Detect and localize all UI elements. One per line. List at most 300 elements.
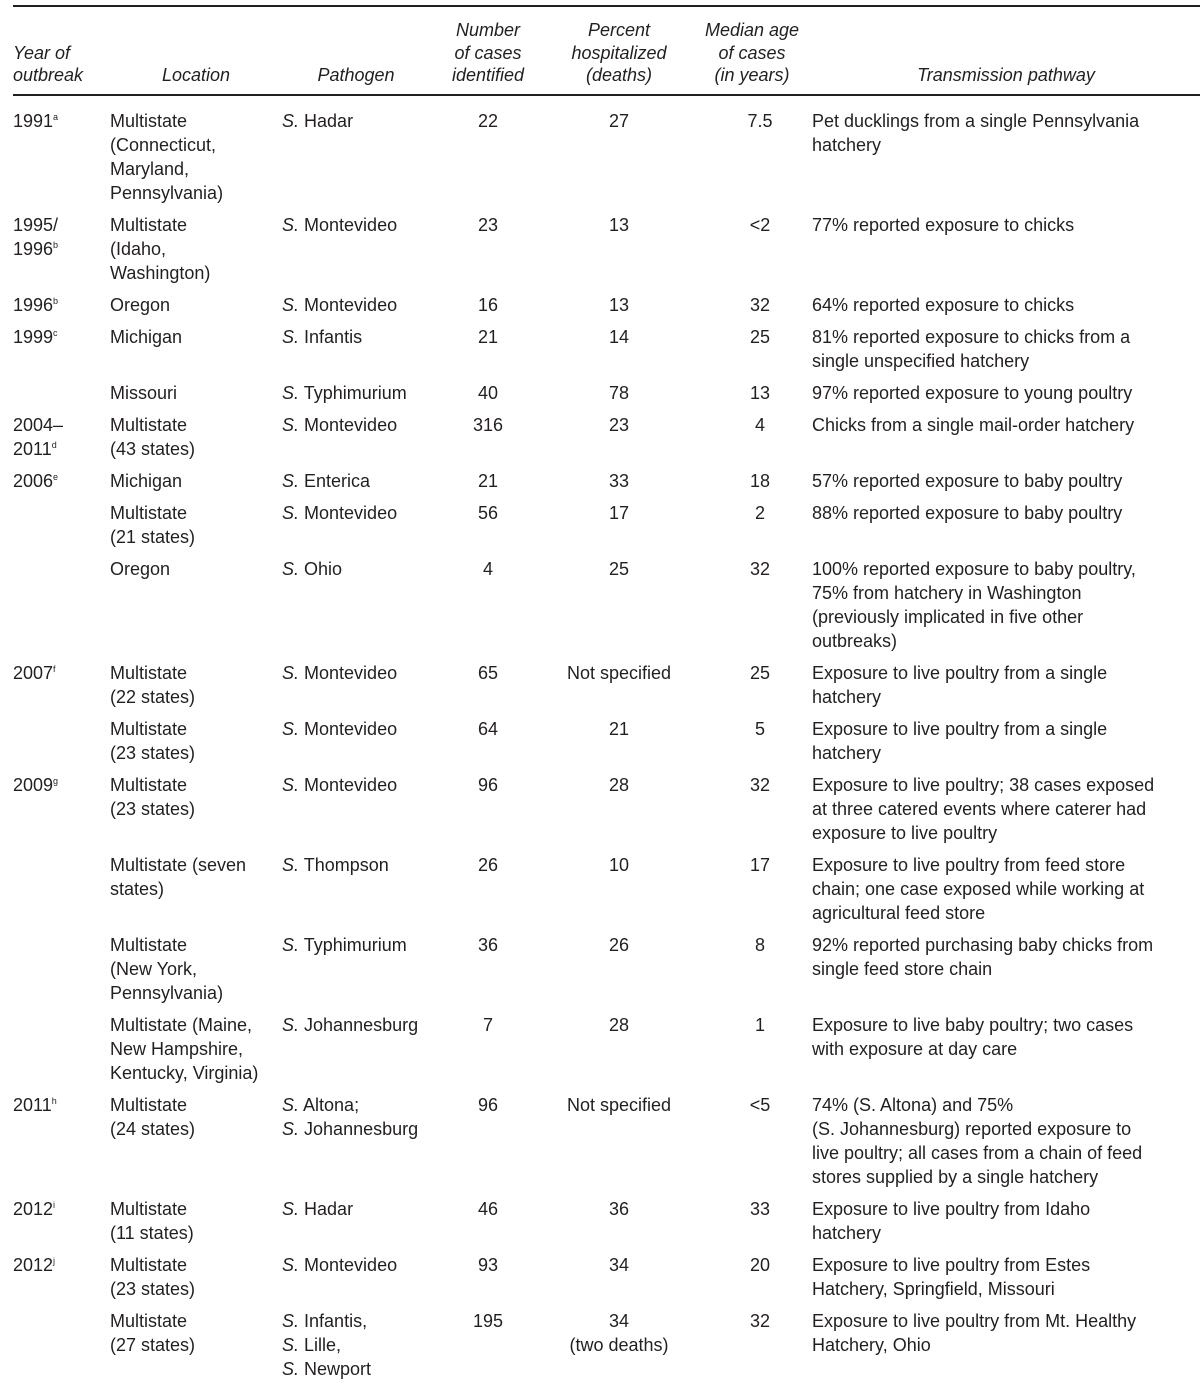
pathogen-name: Hadar bbox=[304, 110, 354, 131]
cell-hospitalized bbox=[546, 660, 692, 716]
table-row bbox=[13, 468, 1200, 500]
footnote-marker: c bbox=[53, 327, 58, 338]
cell-location bbox=[110, 1308, 282, 1388]
pathogen-name: Johannesburg bbox=[304, 1118, 419, 1139]
header-line: of cases bbox=[454, 42, 522, 63]
median-age-value: 20 bbox=[749, 1254, 771, 1275]
transmission-line: exposure to live poultry bbox=[812, 822, 998, 843]
cell-median-age bbox=[692, 1196, 812, 1252]
year-line bbox=[13, 293, 110, 317]
cell-cases: 21 bbox=[477, 326, 499, 347]
cell-hospitalized bbox=[546, 468, 692, 500]
location-line: Multistate bbox=[110, 1310, 188, 1331]
pathogen-name: Infantis, bbox=[304, 1310, 368, 1331]
header-location bbox=[110, 6, 282, 95]
hospitalized-line: 78 bbox=[608, 382, 630, 403]
transmission-line: 81% reported exposure to chicks from a bbox=[812, 326, 1131, 347]
hospitalized-line: 21 bbox=[608, 718, 630, 739]
cell-cases: 96 bbox=[477, 774, 499, 795]
pathogen-line bbox=[282, 293, 430, 317]
location-line: Multistate bbox=[110, 1198, 188, 1219]
transmission-line: (previously implicated in five other bbox=[812, 606, 1084, 627]
pathogen-line bbox=[282, 109, 430, 133]
pathogen-name: Montevideo bbox=[304, 718, 398, 739]
location-line: New Hampshire, bbox=[110, 1038, 244, 1059]
cell-median-age bbox=[692, 500, 812, 556]
transmission-line: Exposure to live poultry from feed store bbox=[812, 854, 1126, 875]
cell-pathogen bbox=[282, 716, 430, 772]
cell-year bbox=[13, 1252, 110, 1308]
cell-median-age bbox=[692, 852, 812, 932]
cell-location bbox=[110, 468, 282, 500]
cell-transmission bbox=[812, 932, 1200, 1012]
pathogen-name: Infantis bbox=[304, 326, 363, 347]
cell-pathogen bbox=[282, 292, 430, 324]
cell-location bbox=[110, 324, 282, 380]
cell-cases: 96 bbox=[477, 1094, 499, 1115]
median-age-value: <2 bbox=[749, 214, 771, 235]
location-line: (23 states) bbox=[110, 742, 196, 763]
year-line bbox=[13, 437, 110, 461]
transmission-line: Exposure to live poultry from Estes bbox=[812, 1254, 1091, 1275]
cell-year bbox=[13, 660, 110, 716]
year-line bbox=[13, 1253, 110, 1277]
cell-pathogen bbox=[282, 468, 430, 500]
cell-median-age bbox=[692, 660, 812, 716]
year-line bbox=[13, 325, 110, 349]
cell-pathogen bbox=[282, 95, 430, 212]
cell-hospitalized bbox=[546, 292, 692, 324]
location-line: Michigan bbox=[110, 326, 183, 347]
location-line: Kentucky, Virginia) bbox=[110, 1062, 259, 1083]
header-line: of cases bbox=[718, 42, 786, 63]
pathogen-line bbox=[282, 1333, 430, 1357]
cell-cases: 16 bbox=[477, 294, 499, 315]
pathogen-name: Montevideo bbox=[304, 774, 398, 795]
pathogen-genus: S. bbox=[282, 326, 300, 347]
location-line: (43 states) bbox=[110, 438, 196, 459]
cell-transmission bbox=[812, 412, 1200, 468]
cell-location bbox=[110, 212, 282, 292]
cell-year bbox=[13, 324, 110, 380]
cell-hospitalized bbox=[546, 95, 692, 212]
cell-location bbox=[110, 1196, 282, 1252]
pathogen-name: Montevideo bbox=[304, 414, 398, 435]
footnote-marker: d bbox=[51, 439, 57, 450]
location-line: (23 states) bbox=[110, 798, 196, 819]
cell-pathogen bbox=[282, 500, 430, 556]
hospitalized-line: 36 bbox=[608, 1198, 630, 1219]
hospitalized-line: (two deaths) bbox=[569, 1334, 669, 1355]
cell-transmission bbox=[812, 852, 1200, 932]
cell-year bbox=[13, 412, 110, 468]
pathogen-line bbox=[282, 557, 430, 581]
pathogen-genus: S. bbox=[282, 382, 300, 403]
cell-median-age bbox=[692, 932, 812, 1012]
pathogen-line bbox=[282, 1197, 430, 1221]
pathogen-line bbox=[282, 1309, 430, 1333]
location-line: (27 states) bbox=[110, 1334, 196, 1355]
location-line: (New York, bbox=[110, 958, 198, 979]
cell-hospitalized bbox=[546, 852, 692, 932]
cell-cases: 4 bbox=[482, 558, 493, 579]
header-cases bbox=[430, 6, 546, 95]
transmission-line: 77% reported exposure to chicks bbox=[812, 214, 1075, 235]
transmission-line: single feed store chain bbox=[812, 958, 993, 979]
cell-pathogen bbox=[282, 852, 430, 932]
cell-transmission bbox=[812, 95, 1200, 212]
year-line bbox=[13, 213, 110, 237]
location-line: Multistate (seven bbox=[110, 854, 247, 875]
cell-cases: 40 bbox=[477, 382, 499, 403]
cell-cases: 23 bbox=[477, 214, 499, 235]
pathogen-genus: S. bbox=[282, 1358, 300, 1379]
header-line: outbreak bbox=[13, 65, 84, 85]
cell-hospitalized bbox=[546, 500, 692, 556]
header-line: identified bbox=[451, 65, 525, 85]
table-row bbox=[13, 660, 1200, 716]
cell-year bbox=[13, 95, 110, 212]
transmission-line: 92% reported purchasing baby chicks from bbox=[812, 934, 1154, 955]
cell-pathogen bbox=[282, 1012, 430, 1092]
cell-median-age bbox=[692, 292, 812, 324]
hospitalized-line: Not specified bbox=[566, 1094, 672, 1115]
cell-pathogen bbox=[282, 412, 430, 468]
year-text: 2011 bbox=[13, 438, 52, 459]
transmission-line: hatchery bbox=[812, 686, 882, 707]
location-line: (21 states) bbox=[110, 526, 196, 547]
year-text: 1991 bbox=[13, 110, 54, 131]
transmission-line: Chicks from a single mail-order hatchery bbox=[812, 414, 1135, 435]
year-text: 2007 bbox=[13, 662, 54, 683]
year-text: 2012 bbox=[13, 1254, 54, 1275]
location-line: Oregon bbox=[110, 558, 171, 579]
footnote-marker: g bbox=[53, 775, 59, 786]
location-line: Multistate bbox=[110, 934, 188, 955]
hospitalized-line: 25 bbox=[608, 558, 630, 579]
footnote-marker: f bbox=[53, 663, 56, 674]
table-row bbox=[13, 1092, 1200, 1196]
cell-year bbox=[13, 212, 110, 292]
cell-hospitalized bbox=[546, 932, 692, 1012]
median-age-value: 18 bbox=[749, 470, 771, 491]
year-text: 2009 bbox=[13, 774, 54, 795]
cell-transmission bbox=[812, 1092, 1200, 1196]
pathogen-line bbox=[282, 413, 430, 437]
cell-location bbox=[110, 932, 282, 1012]
year-line bbox=[13, 1093, 110, 1117]
median-age-value: 1 bbox=[754, 1014, 765, 1035]
pathogen-line bbox=[282, 325, 430, 349]
cell-location bbox=[110, 716, 282, 772]
cell-location bbox=[110, 660, 282, 716]
hospitalized-line: 13 bbox=[608, 214, 630, 235]
year-text: 1995/ bbox=[13, 214, 59, 235]
pathogen-line bbox=[282, 501, 430, 525]
transmission-line: stores supplied by a single hatchery bbox=[812, 1166, 1099, 1187]
cell-transmission bbox=[812, 380, 1200, 412]
cell-cases: 22 bbox=[477, 110, 499, 131]
hospitalized-line: 28 bbox=[608, 1014, 630, 1035]
cell-location bbox=[110, 380, 282, 412]
location-line: Michigan bbox=[110, 470, 183, 491]
median-age-value: 32 bbox=[749, 294, 771, 315]
year-line bbox=[13, 237, 110, 261]
transmission-line: Exposure to live poultry from a single bbox=[812, 718, 1108, 739]
transmission-line: outbreaks) bbox=[812, 630, 898, 651]
cell-cases: 46 bbox=[477, 1198, 499, 1219]
transmission-line: 97% reported exposure to young poultry bbox=[812, 382, 1133, 403]
cell-transmission bbox=[812, 716, 1200, 772]
footnote-marker: h bbox=[51, 1095, 57, 1106]
cell-year bbox=[13, 852, 110, 932]
table-row bbox=[13, 1308, 1200, 1388]
table-row bbox=[13, 292, 1200, 324]
cell-hospitalized bbox=[546, 556, 692, 660]
pathogen-genus: S. bbox=[282, 414, 300, 435]
location-line: Washington) bbox=[110, 262, 211, 283]
cell-median-age bbox=[692, 1092, 812, 1196]
cell-hospitalized bbox=[546, 324, 692, 380]
transmission-line: Exposure to live poultry; 38 cases exposed bbox=[812, 774, 1155, 795]
footnote-marker: e bbox=[53, 471, 59, 482]
header-line: Number bbox=[455, 20, 521, 40]
transmission-line: 74% (S. Altona) and 75% bbox=[812, 1094, 1014, 1115]
year-text: 2006 bbox=[13, 470, 54, 491]
year-text: 1996 bbox=[13, 294, 54, 315]
table-row bbox=[13, 500, 1200, 556]
cell-median-age bbox=[692, 468, 812, 500]
cell-pathogen bbox=[282, 1308, 430, 1388]
year-line bbox=[13, 413, 110, 437]
table-row bbox=[13, 1012, 1200, 1092]
cell-year bbox=[13, 1308, 110, 1388]
pathogen-line bbox=[282, 773, 430, 797]
median-age-value: 13 bbox=[749, 382, 771, 403]
pathogen-line bbox=[282, 1013, 430, 1037]
table-row bbox=[13, 716, 1200, 772]
median-age-value: 17 bbox=[749, 854, 771, 875]
transmission-line: at three catered events where caterer had bbox=[812, 798, 1147, 819]
cell-cases: 26 bbox=[477, 854, 499, 875]
cell-pathogen bbox=[282, 772, 430, 852]
pathogen-genus: S. bbox=[282, 774, 300, 795]
pathogen-line bbox=[282, 381, 430, 405]
pathogen-genus: S. bbox=[282, 1310, 300, 1331]
location-line: Multistate (Maine, bbox=[110, 1014, 253, 1035]
transmission-line: hatchery bbox=[812, 134, 882, 155]
pathogen-line bbox=[282, 1117, 430, 1141]
year-text: 2012 bbox=[13, 1198, 54, 1219]
transmission-line: Exposure to live poultry from Mt. Healthy bbox=[812, 1310, 1137, 1331]
cell-transmission bbox=[812, 556, 1200, 660]
cell-year bbox=[13, 1012, 110, 1092]
cell-location bbox=[110, 852, 282, 932]
transmission-line: 100% reported exposure to baby poultry, bbox=[812, 558, 1136, 579]
header-line: Percent bbox=[587, 20, 651, 40]
table-row bbox=[13, 412, 1200, 468]
transmission-line: Exposure to live baby poultry; two cases bbox=[812, 1014, 1134, 1035]
transmission-line: with exposure at day care bbox=[812, 1038, 1018, 1059]
hospitalized-line: 13 bbox=[608, 294, 630, 315]
location-line: states) bbox=[110, 878, 165, 899]
transmission-line: hatchery bbox=[812, 742, 882, 763]
hospitalized-line: Not specified bbox=[566, 662, 672, 683]
cell-hospitalized bbox=[546, 212, 692, 292]
table-row bbox=[13, 212, 1200, 292]
cell-pathogen bbox=[282, 556, 430, 660]
location-line: (23 states) bbox=[110, 1278, 196, 1299]
location-line: Missouri bbox=[110, 382, 178, 403]
year-line bbox=[13, 109, 110, 133]
pathogen-name: Enterica bbox=[304, 470, 371, 491]
table-row bbox=[13, 556, 1200, 660]
cell-cases: 21 bbox=[477, 470, 499, 491]
location-line: Pennsylvania) bbox=[110, 182, 224, 203]
cell-pathogen bbox=[282, 380, 430, 412]
hospitalized-line: 34 bbox=[608, 1254, 630, 1275]
header-line: (deaths) bbox=[585, 65, 653, 85]
table-row bbox=[13, 380, 1200, 412]
header-line: Year of bbox=[13, 42, 71, 63]
pathogen-line bbox=[282, 1093, 430, 1117]
pathogen-genus: S. bbox=[282, 1118, 300, 1139]
header-row bbox=[13, 6, 1200, 95]
location-line: Oregon bbox=[110, 294, 171, 315]
pathogen-line bbox=[282, 933, 430, 957]
hospitalized-line: 14 bbox=[608, 326, 630, 347]
transmission-line: 88% reported exposure to baby poultry bbox=[812, 502, 1123, 523]
location-line: (24 states) bbox=[110, 1118, 196, 1139]
table-row bbox=[13, 932, 1200, 1012]
location-line: Multistate bbox=[110, 662, 188, 683]
median-age-value: 25 bbox=[749, 662, 771, 683]
outbreak-table bbox=[13, 5, 1200, 1388]
year-line bbox=[13, 469, 110, 493]
table-row bbox=[13, 1196, 1200, 1252]
transmission-line: chain; one case exposed while working at bbox=[812, 878, 1145, 899]
table-row bbox=[13, 772, 1200, 852]
cell-pathogen bbox=[282, 1196, 430, 1252]
location-line: Multistate bbox=[110, 718, 188, 739]
pathogen-genus: S. bbox=[282, 1198, 300, 1219]
table-row bbox=[13, 1252, 1200, 1308]
cell-median-age bbox=[692, 412, 812, 468]
cell-median-age bbox=[692, 380, 812, 412]
median-age-value: 32 bbox=[749, 774, 771, 795]
table-body bbox=[13, 95, 1200, 1388]
cell-cases: 7 bbox=[482, 1014, 493, 1035]
pathogen-name: Montevideo bbox=[304, 502, 398, 523]
cell-transmission bbox=[812, 468, 1200, 500]
cell-year bbox=[13, 772, 110, 852]
cell-pathogen bbox=[282, 324, 430, 380]
cell-hospitalized bbox=[546, 772, 692, 852]
year-text: 1999 bbox=[13, 326, 54, 347]
median-age-value: 8 bbox=[754, 934, 765, 955]
cell-cases: 195 bbox=[472, 1310, 504, 1331]
pathogen-name: Montevideo bbox=[304, 662, 398, 683]
cell-hospitalized bbox=[546, 1196, 692, 1252]
header-year bbox=[13, 6, 110, 95]
pathogen-genus: S. bbox=[282, 470, 300, 491]
pathogen-genus: S. bbox=[282, 558, 300, 579]
header-line: hospitalized bbox=[571, 42, 667, 63]
cell-median-age bbox=[692, 1308, 812, 1388]
year-text: 1996 bbox=[13, 238, 54, 259]
pathogen-name: Montevideo bbox=[304, 1254, 398, 1275]
cell-location bbox=[110, 500, 282, 556]
cell-transmission bbox=[812, 1196, 1200, 1252]
header-transmission bbox=[812, 6, 1200, 95]
table-row bbox=[13, 852, 1200, 932]
footnote-marker: i bbox=[53, 1199, 56, 1210]
median-age-value: 25 bbox=[749, 326, 771, 347]
cell-hospitalized bbox=[546, 1252, 692, 1308]
year-text: 2004– bbox=[13, 414, 64, 435]
location-line: Multistate bbox=[110, 774, 188, 795]
pathogen-genus: S. bbox=[282, 662, 300, 683]
cell-year bbox=[13, 500, 110, 556]
cell-pathogen bbox=[282, 1092, 430, 1196]
cell-cases: 93 bbox=[477, 1254, 499, 1275]
location-line: Multistate bbox=[110, 1254, 188, 1275]
footnote-marker: b bbox=[53, 239, 59, 250]
hospitalized-line: 28 bbox=[608, 774, 630, 795]
transmission-line: (S. Johannesburg) reported exposure to bbox=[812, 1118, 1132, 1139]
header-line: Median age bbox=[704, 20, 800, 40]
cell-year bbox=[13, 1196, 110, 1252]
pathogen-name: Montevideo bbox=[304, 214, 398, 235]
transmission-line: Exposure to live poultry from a single bbox=[812, 662, 1108, 683]
pathogen-name: Lille, bbox=[304, 1334, 342, 1355]
cell-cases: 36 bbox=[477, 934, 499, 955]
transmission-line: Hatchery, Springfield, Missouri bbox=[812, 1278, 1055, 1299]
year-line bbox=[13, 1197, 110, 1221]
cell-location bbox=[110, 292, 282, 324]
cell-transmission bbox=[812, 772, 1200, 852]
cell-hospitalized bbox=[546, 380, 692, 412]
cell-location bbox=[110, 412, 282, 468]
cell-median-age bbox=[692, 716, 812, 772]
cell-location bbox=[110, 1252, 282, 1308]
hospitalized-line: 10 bbox=[608, 854, 630, 875]
transmission-line: 64% reported exposure to chicks bbox=[812, 294, 1075, 315]
pathogen-name: Ohio bbox=[304, 558, 343, 579]
footnote-marker: j bbox=[53, 1255, 56, 1266]
header-line: Pathogen bbox=[317, 65, 395, 85]
cell-year bbox=[13, 556, 110, 660]
cell-year bbox=[13, 1092, 110, 1196]
median-age-value: 32 bbox=[749, 1310, 771, 1331]
transmission-line: 75% from hatchery in Washington bbox=[812, 582, 1082, 603]
transmission-line: Pet ducklings from a single Pennsylvania bbox=[812, 110, 1140, 131]
pathogen-line bbox=[282, 1357, 430, 1381]
pathogen-line bbox=[282, 213, 430, 237]
cell-hospitalized bbox=[546, 1308, 692, 1388]
pathogen-name: Altona; bbox=[303, 1094, 360, 1115]
header-pathogen bbox=[282, 6, 430, 95]
table-row bbox=[13, 324, 1200, 380]
transmission-line: hatchery bbox=[812, 1222, 882, 1243]
location-line: Multistate bbox=[110, 502, 188, 523]
pathogen-genus: S. bbox=[282, 1334, 300, 1355]
pathogen-genus: S. bbox=[282, 934, 300, 955]
hospitalized-line: 27 bbox=[608, 110, 630, 131]
cell-hospitalized bbox=[546, 716, 692, 772]
median-age-value: 2 bbox=[754, 502, 765, 523]
cell-transmission bbox=[812, 212, 1200, 292]
